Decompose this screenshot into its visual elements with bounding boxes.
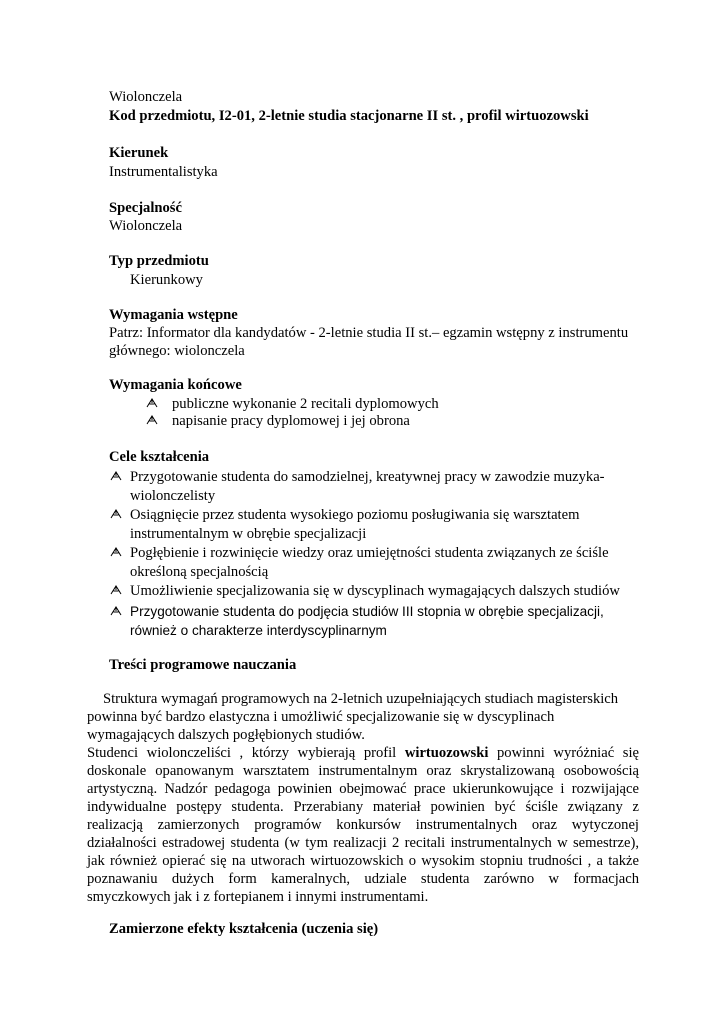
tresci-p2-line: artystyczną. Nadzór pedagoga powinien obejmować prace ukierunkowujące i rozwijające [87,781,639,797]
cele-item-line: instrumentalnym w obrębie specjalizacji [130,526,367,542]
bullet-icon [110,546,122,558]
tresci-p2-line: poznawaniu dużych form kameralnych, udziale studenta zarówno w formacjach [87,871,639,887]
tresci-p1-line: powinna być bardzo elastyczna i umożliwić specjalizowanie się w dyscyplinach [87,709,555,725]
wymagania-koncowe-item: publiczne wykonanie 2 recitali dyplomowych [172,396,439,412]
typ-value: Kierunkowy [130,272,203,288]
wymagania-wstepne-label: Wymagania wstępne [109,307,238,323]
cele-item-line: Pogłębienie i rozwinięcie wiedzy oraz umiejętności studenta związanych ze ściśle [130,545,609,561]
cele-item-line: Przygotowanie studenta do samodzielnej, kreatywnej pracy w zawodzie muzyka- [130,469,605,485]
cele-item-line: Przygotowanie studenta do podjęcia studiów III stopnia w obrębie specjalizacji, [130,604,604,619]
tresci-p2-line: realizacją zamierzonych programów konkursów instrumentalnych oraz wytyczonej [87,817,639,833]
bullet-icon [110,470,122,482]
wymagania-wstepne-line2: głównego: wiolonczela [109,343,245,359]
tresci-p1-line: Struktura wymagań programowych na 2-letnich uzupełniających studiach magisterskich [103,691,619,707]
cele-item-line: również o charakterze interdyscyplinarnym [130,623,387,638]
subject-name: Wiolonczela [109,89,183,105]
cele-item-line: wiolonczelisty [130,488,216,504]
bullet-icon [146,397,158,409]
bullet-icon [110,605,122,617]
cele-item-line: Osiągnięcie przez studenta wysokiego poziomu posługiwania się warsztatem [130,507,580,523]
tresci-p2-line: jak również opierać się na utworach wirtuozowskich o wysokim stopniu trudności , a także [87,853,639,869]
tresci-p2-line: Studenci wiolonczeliści , którzy wybierają profil wirtuozowski powinni wyróżniać się [87,745,640,761]
efekty-label: Zamierzone efekty kształcenia (uczenia się) [109,921,379,937]
cele-item-line: Umożliwienie specjalizowania się w dyscyplinach wymagających dalszych studiów [130,583,620,599]
kierunek-value: Instrumentalistyka [109,164,218,180]
wymagania-koncowe-item: napisanie pracy dyplomowej i jej obrona [172,413,410,429]
tresci-p2-line: doskonale opanowanym warsztatem instrumentalnym oraz skrystalizowaną osobowością [87,763,639,779]
subject-code-line: Kod przedmiotu, I2-01, 2-letnie studia stacjonarne II st. , profil wirtuozowski [109,108,589,124]
tresci-p2-line: smyczkowych jak i z fortepianem i innymi instrumentami. [87,889,429,905]
tresci-p2-line: indywidualne postępy studenta. Przerabiany materiał powinien być ściśle związany z [87,799,639,815]
wymagania-koncowe-label: Wymagania końcowe [109,377,242,393]
tresci-p2-line: działalności estradowej studenta (w tym realizacji 2 recitali instrumentalnych w semestrze), [87,835,639,851]
cele-item-line: określoną specjalnością [130,564,269,580]
wymagania-wstepne-line1: Patrz: Informator dla kandydatów - 2-letnie studia II st.– egzamin wstępny z instrumentu [109,325,629,341]
tresci-p1-line: wymagających dalszych pogłębionych studiów. [87,727,365,743]
kierunek-label: Kierunek [109,145,169,161]
bullet-icon [110,584,122,596]
typ-label: Typ przedmiotu [109,253,209,269]
specjalnosc-label: Specjalność [109,200,182,216]
tresci-label: Treści programowe nauczania [109,657,297,673]
specjalnosc-value: Wiolonczela [109,218,183,234]
bullet-icon [146,414,158,426]
bullet-icon [110,508,122,520]
cele-label: Cele kształcenia [109,449,210,465]
